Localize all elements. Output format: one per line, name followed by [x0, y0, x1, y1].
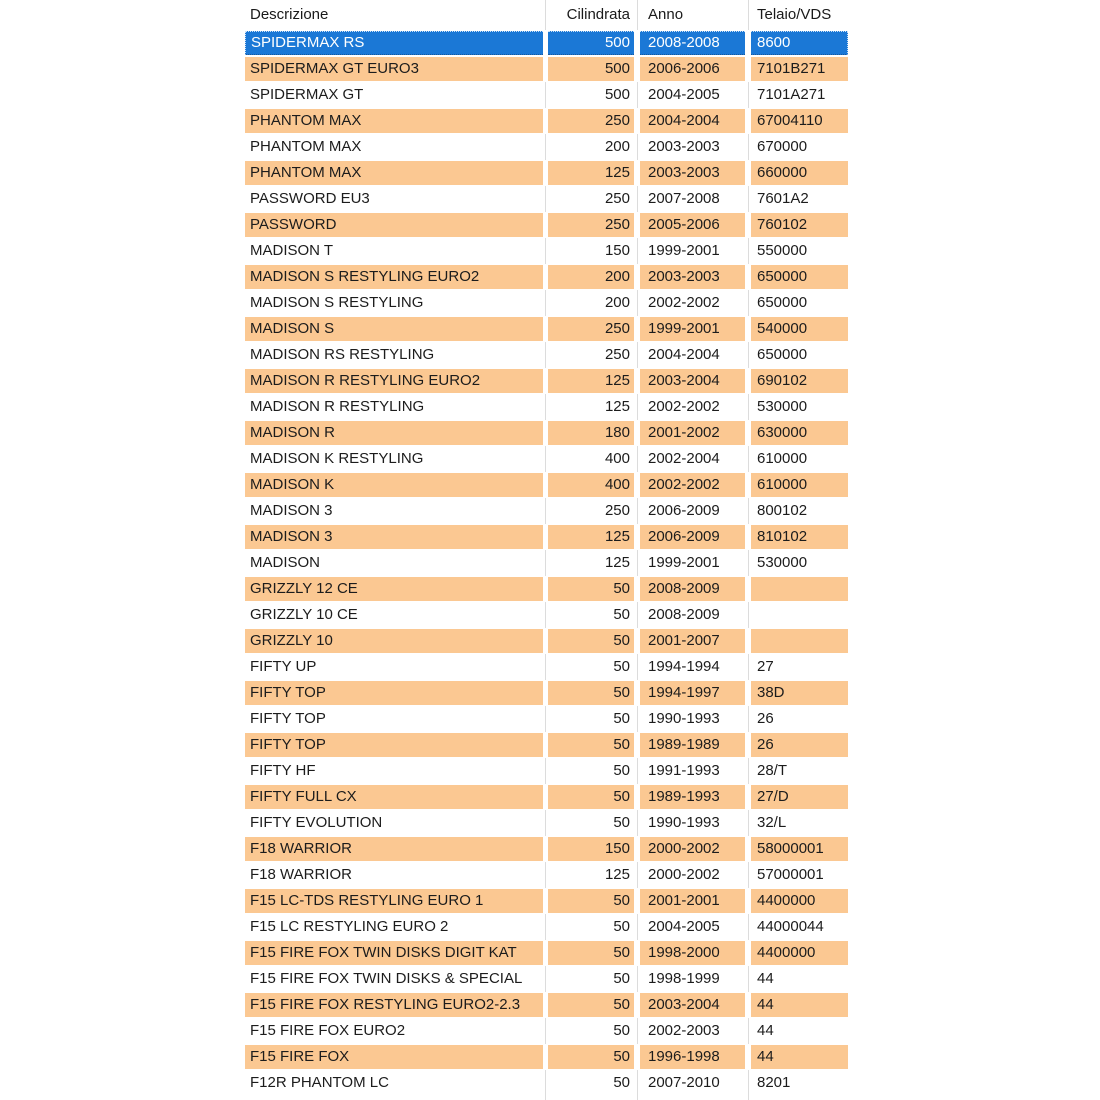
- cell-anno: 1990-1993: [648, 710, 720, 727]
- cell-anno: 2004-2004: [640, 109, 745, 133]
- cell-anno: 2002-2004: [648, 450, 720, 467]
- cell-descrizione: MADISON R RESTYLING EURO2: [245, 369, 543, 393]
- table-row[interactable]: [245, 966, 855, 992]
- cell-telaio-vds: 610000: [757, 450, 808, 467]
- table-row[interactable]: [245, 420, 855, 446]
- cell-cilindrata: 400: [548, 473, 634, 497]
- cell-descrizione: F18 WARRIOR: [245, 837, 543, 861]
- cell-descrizione: MADISON K: [245, 473, 543, 497]
- cell-telaio-vds: 38D: [751, 681, 848, 705]
- cell-cilindrata: 50: [548, 733, 634, 757]
- cell-telaio-vds: 7101A271: [757, 86, 826, 103]
- cell-anno: 2007-2008: [648, 190, 720, 207]
- cell-descrizione: SPIDERMAX GT: [250, 86, 364, 103]
- cell-cilindrata: 50: [613, 762, 630, 779]
- cell-cilindrata: 250: [548, 213, 634, 237]
- table-row[interactable]: [245, 576, 855, 602]
- cell-anno: 1999-2001: [648, 554, 720, 571]
- table-row[interactable]: [245, 602, 855, 628]
- cell-telaio-vds: 760102: [751, 213, 848, 237]
- cell-descrizione: PHANTOM MAX: [250, 138, 362, 155]
- cell-descrizione: FIFTY EVOLUTION: [250, 814, 383, 831]
- cell-telaio-vds: 26: [757, 710, 774, 727]
- cell-cilindrata: 125: [548, 525, 634, 549]
- cell-telaio-vds: 660000: [751, 161, 848, 185]
- table-row[interactable]: [245, 82, 855, 108]
- cell-anno: 2001-2007: [640, 629, 745, 653]
- cell-anno: 2004-2005: [648, 86, 720, 103]
- column-header-anno[interactable]: Anno: [648, 6, 684, 23]
- cell-descrizione: PASSWORD: [245, 213, 543, 237]
- cell-descrizione: MADISON S RESTYLING EURO2: [245, 265, 543, 289]
- cell-cilindrata: 180: [548, 421, 634, 445]
- cell-telaio-vds: 8600: [751, 31, 848, 55]
- cell-telaio-vds: 7101B271: [751, 57, 848, 81]
- cell-anno: 1998-1999: [648, 970, 720, 987]
- table-body: [245, 30, 855, 1096]
- table-row[interactable]: [245, 654, 855, 680]
- cell-cilindrata: 125: [604, 398, 630, 415]
- table-row[interactable]: [245, 498, 855, 524]
- table-row[interactable]: [245, 368, 855, 394]
- cell-descrizione: F18 WARRIOR: [250, 866, 352, 883]
- cell-telaio-vds: 4400000: [751, 889, 848, 913]
- cell-anno: 2005-2006: [640, 213, 745, 237]
- cell-cilindrata: 50: [613, 970, 630, 987]
- cell-anno: 2003-2004: [640, 369, 745, 393]
- cell-cilindrata: 200: [604, 294, 630, 311]
- cell-descrizione: F15 FIRE FOX RESTYLING EURO2-2.3: [245, 993, 543, 1017]
- cell-telaio-vds: 28/T: [757, 762, 788, 779]
- cell-anno: 2003-2004: [640, 993, 745, 1017]
- table-row[interactable]: [245, 316, 855, 342]
- cell-anno: 1998-2000: [640, 941, 745, 965]
- cell-anno: 1999-2001: [640, 317, 745, 341]
- cell-telaio-vds: 610000: [751, 473, 848, 497]
- cell-descrizione: GRIZZLY 12 CE: [245, 577, 543, 601]
- cell-cilindrata: 500: [548, 31, 634, 55]
- table-row[interactable]: [245, 680, 855, 706]
- cell-anno: 2008-2009: [648, 606, 720, 623]
- table-row[interactable]: [245, 914, 855, 940]
- cell-descrizione: MADISON T: [250, 242, 334, 259]
- cell-anno: 1991-1993: [648, 762, 720, 779]
- cell-cilindrata: 200: [604, 138, 630, 155]
- cell-anno: 2002-2002: [640, 473, 745, 497]
- cell-cilindrata: 50: [548, 577, 634, 601]
- cell-descrizione: FIFTY TOP: [250, 710, 326, 727]
- cell-cilindrata: 500: [548, 57, 634, 81]
- cell-descrizione: MADISON S: [245, 317, 543, 341]
- cell-telaio-vds: 67004110: [751, 109, 848, 133]
- cell-anno: 2004-2005: [648, 918, 720, 935]
- cell-cilindrata: 250: [548, 317, 634, 341]
- cell-cilindrata: 250: [604, 502, 630, 519]
- cell-anno: 1994-1997: [640, 681, 745, 705]
- cell-anno: 2002-2003: [648, 1022, 720, 1039]
- cell-descrizione: PHANTOM MAX: [245, 161, 543, 185]
- cell-telaio-vds: 58000001: [751, 837, 848, 861]
- cell-descrizione: MADISON RS RESTYLING: [250, 346, 435, 363]
- cell-descrizione: FIFTY TOP: [245, 733, 543, 757]
- cell-anno: 1999-2001: [648, 242, 720, 259]
- cell-telaio-vds: 8201: [757, 1074, 791, 1091]
- table-row[interactable]: [245, 1070, 855, 1096]
- table-row[interactable]: [245, 394, 855, 420]
- cell-cilindrata: 50: [548, 629, 634, 653]
- cell-cilindrata: 125: [548, 161, 634, 185]
- cell-descrizione: MADISON K RESTYLING: [250, 450, 424, 467]
- cell-cilindrata: 250: [604, 190, 630, 207]
- cell-descrizione: F12R PHANTOM LC: [250, 1074, 389, 1091]
- cell-anno: 2006-2009: [640, 525, 745, 549]
- table-row[interactable]: [245, 758, 855, 784]
- table-row[interactable]: [245, 30, 855, 56]
- table-row[interactable]: [245, 810, 855, 836]
- cell-telaio-vds: 550000: [757, 242, 808, 259]
- cell-telaio-vds: 44: [757, 1022, 774, 1039]
- table-row[interactable]: [245, 134, 855, 160]
- cell-telaio-vds: 530000: [757, 554, 808, 571]
- cell-descrizione: GRIZZLY 10 CE: [250, 606, 358, 623]
- cell-anno: 2001-2001: [640, 889, 745, 913]
- cell-anno: 2002-2002: [648, 294, 720, 311]
- cell-descrizione: MADISON 3: [250, 502, 333, 519]
- cell-telaio-vds: 26: [751, 733, 848, 757]
- cell-anno: 2008-2008: [640, 31, 745, 55]
- table-row[interactable]: [245, 862, 855, 888]
- cell-descrizione: FIFTY HF: [250, 762, 316, 779]
- table-row[interactable]: [245, 836, 855, 862]
- cell-telaio-vds: [751, 577, 848, 601]
- cell-telaio-vds: 800102: [757, 502, 808, 519]
- cell-anno: 2001-2002: [640, 421, 745, 445]
- table-row[interactable]: [245, 212, 855, 238]
- cell-descrizione: FIFTY FULL CX: [245, 785, 543, 809]
- cell-descrizione: F15 FIRE FOX EURO2: [250, 1022, 406, 1039]
- cell-anno: 2002-2002: [648, 398, 720, 415]
- cell-cilindrata: 150: [604, 242, 630, 259]
- cell-anno: 2007-2010: [648, 1074, 720, 1091]
- table-row[interactable]: [245, 472, 855, 498]
- table-row[interactable]: [245, 1018, 855, 1044]
- table-row[interactable]: [245, 108, 855, 134]
- cell-telaio-vds: 670000: [757, 138, 808, 155]
- table-row[interactable]: [245, 290, 855, 316]
- cell-telaio-vds: 44: [751, 1045, 848, 1069]
- cell-descrizione: GRIZZLY 10: [245, 629, 543, 653]
- cell-telaio-vds: [751, 603, 848, 627]
- cell-cilindrata: 50: [548, 1045, 634, 1069]
- column-header-cilindrata[interactable]: Cilindrata: [566, 6, 630, 23]
- column-header-descrizione[interactable]: Descrizione: [250, 6, 329, 23]
- cell-telaio-vds: 32/L: [757, 814, 787, 831]
- table-header-row: [245, 0, 855, 30]
- cell-anno: 2000-2002: [640, 837, 745, 861]
- table-row[interactable]: [245, 550, 855, 576]
- table-row[interactable]: [245, 56, 855, 82]
- cell-cilindrata: 200: [548, 265, 634, 289]
- cell-telaio-vds: 650000: [757, 294, 808, 311]
- cell-cilindrata: 400: [604, 450, 630, 467]
- table-row[interactable]: [245, 446, 855, 472]
- cell-anno: 1994-1994: [648, 658, 720, 675]
- cell-telaio-vds: 44: [757, 970, 774, 987]
- cell-descrizione: F15 LC-TDS RESTYLING EURO 1: [245, 889, 543, 913]
- cell-telaio-vds: 690102: [751, 369, 848, 393]
- cell-descrizione: PHANTOM MAX: [245, 109, 543, 133]
- cell-cilindrata: 125: [604, 866, 630, 883]
- table-row[interactable]: [245, 940, 855, 966]
- cell-anno: 2006-2009: [648, 502, 720, 519]
- cell-cilindrata: 50: [613, 918, 630, 935]
- cell-telaio-vds: 810102: [751, 525, 848, 549]
- cell-cilindrata: 50: [548, 681, 634, 705]
- cell-cilindrata: 150: [548, 837, 634, 861]
- cell-cilindrata: 250: [548, 109, 634, 133]
- cell-anno: 2003-2003: [640, 161, 745, 185]
- column-header-telaio-vds[interactable]: Telaio/VDS: [757, 6, 832, 23]
- cell-telaio-vds: [751, 629, 848, 653]
- cell-descrizione: MADISON: [250, 554, 321, 571]
- table-row[interactable]: [245, 888, 855, 914]
- cell-telaio-vds: 44: [751, 993, 848, 1017]
- table-row[interactable]: [245, 1044, 855, 1070]
- cell-descrizione: MADISON R RESTYLING: [250, 398, 425, 415]
- cell-descrizione: FIFTY UP: [250, 658, 317, 675]
- vehicle-table: [245, 0, 855, 1096]
- cell-descrizione: MADISON 3: [245, 525, 543, 549]
- cell-descrizione: F15 LC RESTYLING EURO 2: [250, 918, 449, 935]
- cell-cilindrata: 50: [613, 658, 630, 675]
- table-row[interactable]: [245, 160, 855, 186]
- cell-telaio-vds: 27/D: [751, 785, 848, 809]
- cell-descrizione: FIFTY TOP: [245, 681, 543, 705]
- cell-descrizione: F15 FIRE FOX TWIN DISKS & SPECIAL: [250, 970, 523, 987]
- cell-descrizione: PASSWORD EU3: [250, 190, 370, 207]
- cell-telaio-vds: 540000: [751, 317, 848, 341]
- cell-cilindrata: 50: [613, 1074, 630, 1091]
- cell-descrizione: F15 FIRE FOX: [245, 1045, 543, 1069]
- cell-anno: 2003-2003: [648, 138, 720, 155]
- cell-descrizione: MADISON R: [245, 421, 543, 445]
- cell-cilindrata: 50: [613, 1022, 630, 1039]
- cell-descrizione: SPIDERMAX GT EURO3: [245, 57, 543, 81]
- cell-cilindrata: 125: [548, 369, 634, 393]
- cell-telaio-vds: 650000: [751, 265, 848, 289]
- cell-anno: 2000-2002: [648, 866, 720, 883]
- cell-anno: 2003-2003: [640, 265, 745, 289]
- cell-cilindrata: 500: [604, 86, 630, 103]
- cell-cilindrata: 50: [613, 606, 630, 623]
- cell-descrizione: MADISON S RESTYLING: [250, 294, 424, 311]
- table-row[interactable]: [245, 784, 855, 810]
- cell-cilindrata: 50: [613, 710, 630, 727]
- cell-anno: 1989-1989: [640, 733, 745, 757]
- cell-cilindrata: 50: [548, 993, 634, 1017]
- cell-telaio-vds: 44000044: [757, 918, 824, 935]
- table-row[interactable]: [245, 524, 855, 550]
- cell-anno: 1990-1993: [648, 814, 720, 831]
- cell-anno: 2008-2009: [640, 577, 745, 601]
- cell-cilindrata: 50: [548, 785, 634, 809]
- cell-cilindrata: 50: [548, 941, 634, 965]
- cell-descrizione: SPIDERMAX RS: [245, 31, 543, 55]
- table-row[interactable]: [245, 732, 855, 758]
- table-row[interactable]: [245, 342, 855, 368]
- cell-telaio-vds: 630000: [751, 421, 848, 445]
- cell-cilindrata: 50: [613, 814, 630, 831]
- table-row[interactable]: [245, 238, 855, 264]
- cell-anno: 2004-2004: [648, 346, 720, 363]
- table-row[interactable]: [245, 706, 855, 732]
- table-row[interactable]: [245, 628, 855, 654]
- cell-cilindrata: 50: [548, 889, 634, 913]
- cell-anno: 2006-2006: [640, 57, 745, 81]
- cell-telaio-vds: 57000001: [757, 866, 824, 883]
- table-row[interactable]: [245, 186, 855, 212]
- table-row[interactable]: [245, 264, 855, 290]
- cell-telaio-vds: 27: [757, 658, 774, 675]
- cell-anno: 1996-1998: [640, 1045, 745, 1069]
- cell-descrizione: F15 FIRE FOX TWIN DISKS DIGIT KAT: [245, 941, 543, 965]
- cell-cilindrata: 250: [604, 346, 630, 363]
- cell-telaio-vds: 4400000: [751, 941, 848, 965]
- cell-anno: 1989-1993: [640, 785, 745, 809]
- cell-telaio-vds: 530000: [757, 398, 808, 415]
- table-row[interactable]: [245, 992, 855, 1018]
- cell-cilindrata: 125: [604, 554, 630, 571]
- cell-telaio-vds: 650000: [757, 346, 808, 363]
- cell-telaio-vds: 7601A2: [757, 190, 809, 207]
